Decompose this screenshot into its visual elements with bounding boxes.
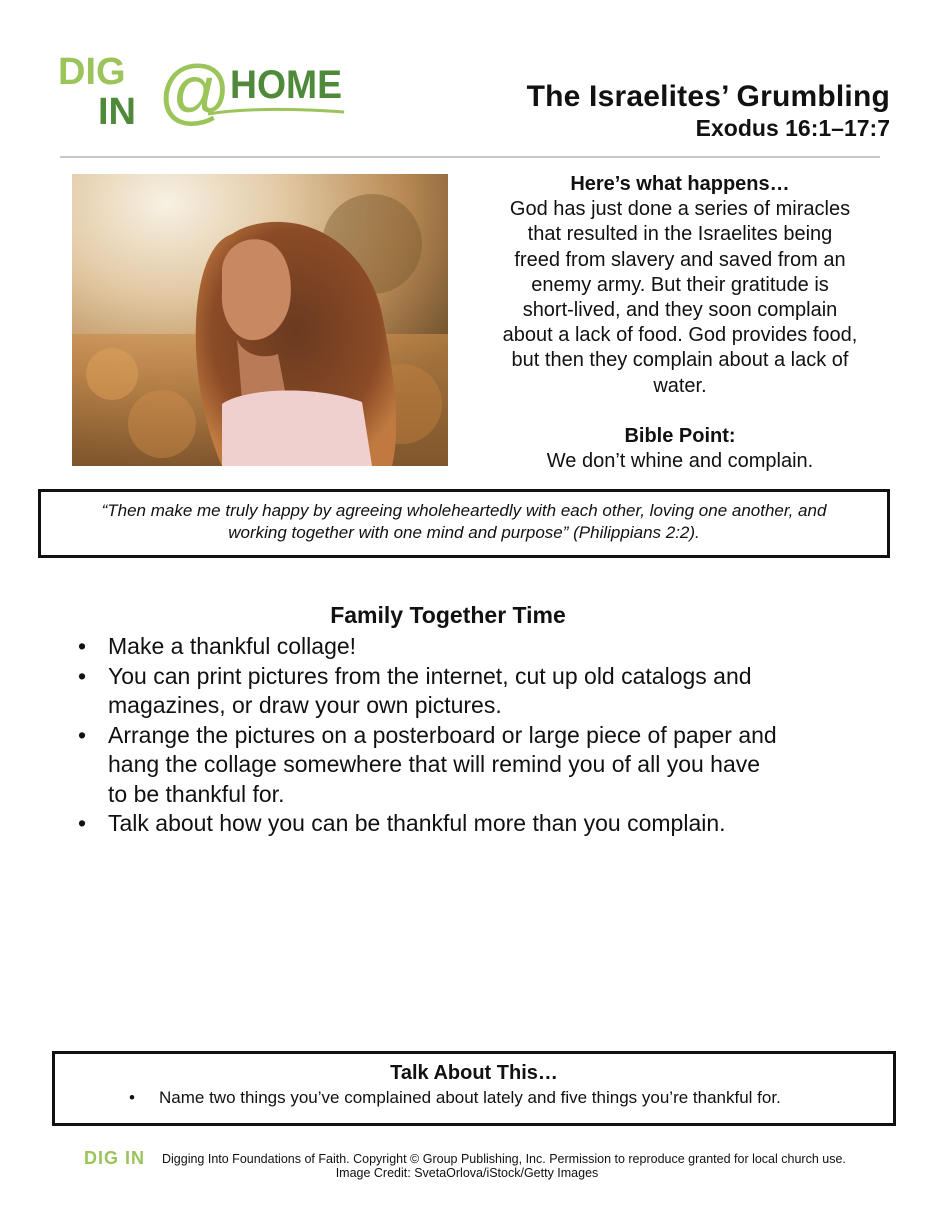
summary-line: God has just done a series of miracles [509, 198, 851, 221]
what-happens-summary [480, 172, 880, 399]
bullet: • [78, 633, 87, 659]
summary-line: enemy army. But their gratitude is [531, 273, 829, 296]
girl-looking-up-photo [72, 174, 448, 466]
footer-image-credit: Image Credit: SvetaOrlova/iStock/Getty Images [335, 1166, 599, 1180]
list-item [78, 662, 858, 721]
talk-about-this-box [52, 1051, 896, 1126]
footer-copyright: Digging Into Foundations of Faith. Copyright © Group Publishing, Inc. Permission to reproduce granted for local church use. [162, 1152, 846, 1166]
dig-in-at-home-logo [58, 48, 358, 130]
bible-point-text: We don’t whine and complain. [546, 450, 814, 472]
list-item-text: Talk about how you can be thankful more than you complain. [108, 810, 726, 836]
summary-line: freed from slavery and saved from an [514, 248, 846, 271]
memory-verse-box [38, 489, 890, 558]
list-item-text: hang the collage somewhere that will remind you of all you have [108, 751, 761, 777]
summary-line: about a lack of food. God provides food, [502, 324, 858, 347]
logo-word-home: HOME [230, 63, 342, 107]
list-item [78, 809, 858, 839]
bullet: • [78, 810, 87, 836]
verse-line: working together with one mind and purpose” (Philippians 2:2). [228, 523, 700, 542]
talk-about-item [129, 1088, 781, 1108]
verse-line: “Then make me truly happy by agreeing wholeheartedly with each other, loving one another, and [101, 501, 827, 520]
bullet: • [78, 721, 87, 748]
page-title: The Israelites’ Grumbling [526, 80, 890, 113]
header-divider [60, 156, 880, 158]
talk-about-heading: Talk About This… [390, 1062, 558, 1084]
what-happens-heading: Here’s what happens… [570, 173, 790, 195]
scripture-reference: Exodus 16:1–17:7 [695, 115, 890, 141]
logo-at-symbol: @ [158, 52, 232, 130]
family-together-time-heading: Family Together Time [330, 602, 566, 628]
list-item-text: Make a thankful collage! [108, 633, 357, 659]
list-item [78, 721, 858, 810]
talk-about-text: Name two things you’ve complained about lately and five things you’re thankful for. [159, 1088, 781, 1107]
logo-word-dig: DIG [58, 51, 126, 93]
list-item-text: You can print pictures from the internet, cut up old catalogs and [108, 662, 752, 689]
list-item-text: Arrange the pictures on a posterboard or large piece of paper and [108, 721, 777, 748]
summary-line: water. [653, 374, 707, 397]
list-item-text: to be thankful for. [108, 780, 285, 807]
family-activity-list [78, 632, 858, 839]
logo-word-in: IN [98, 91, 136, 130]
summary-line: short-lived, and they soon complain [522, 299, 838, 322]
summary-line: but then they complain about a lack of [511, 349, 849, 372]
footer-logo-text: DIG IN [84, 1148, 146, 1168]
bible-point-heading: Bible Point: [624, 425, 736, 447]
bullet: • [129, 1088, 135, 1107]
list-item-text: magazines, or draw your own pictures. [108, 692, 502, 718]
summary-line: that resulted in the Israelites being [527, 223, 833, 246]
bullet: • [78, 662, 87, 689]
list-item [78, 632, 858, 662]
